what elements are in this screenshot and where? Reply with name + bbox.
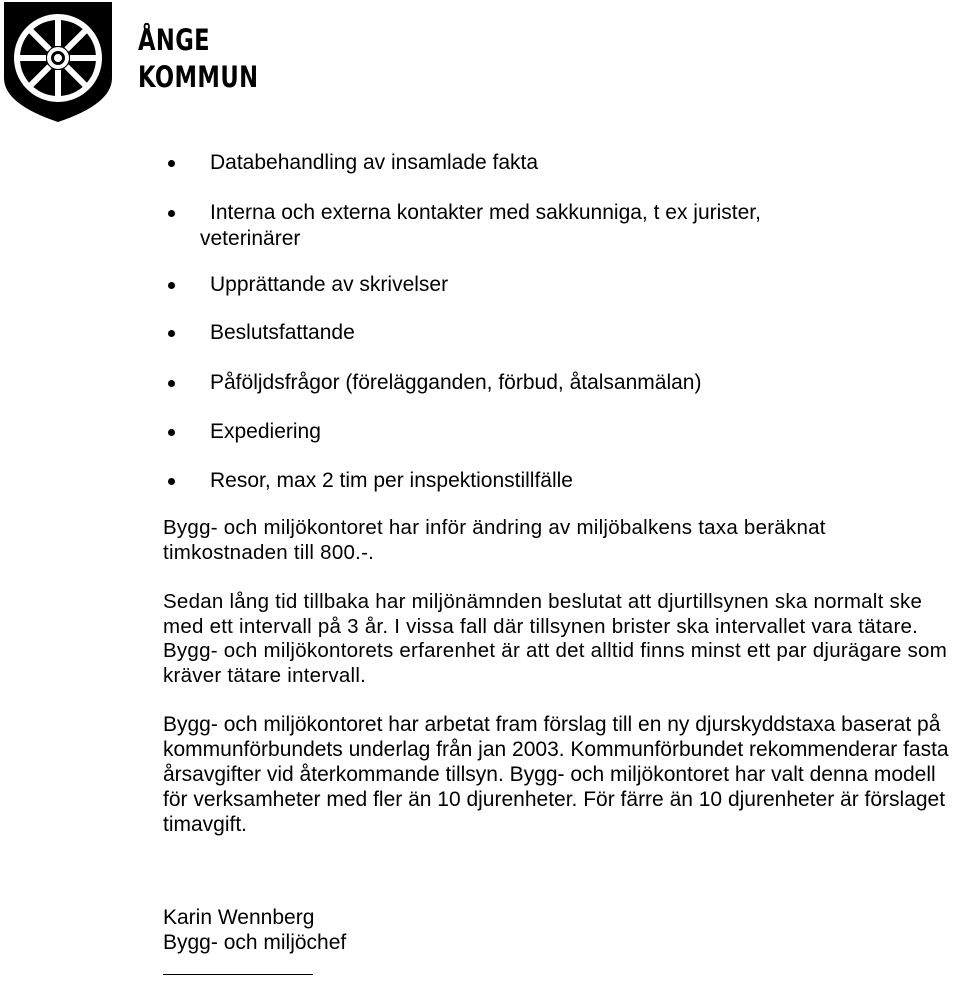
- list-item-text: Expediering: [210, 420, 321, 443]
- logo-line-1: ÅNGE: [138, 23, 211, 57]
- paragraph-inspection-interval: Sedan lång tid tillbaka har miljönämnden beslutat att djurtillsynen ska normalt ske med ett intervall på 3 år. I vissa fall där tillsynen brister ska intervallet vara tätare. Bygg- och miljökontorets erfarenhet är att det alltid finns minst ett par djurägare som kräver tätare intervall.: [163, 590, 948, 687]
- municipal-coat-of-arms-icon: [2, 0, 114, 124]
- bullet-icon: [168, 160, 175, 167]
- bullet-icon: [168, 478, 175, 485]
- paragraph-new-fee-proposal: Bygg- och miljökontoret har arbetat fram förslag till en ny djurskyddstaxa baserat på kommunförbundets underlag från jan 2003. Kommunförbundet rekommenderar fasta årsavgifter vid återkommande tillsyn. Bygg- och miljökontoret har valt denna modell för verksamheter med fler än 10 djurenheter. För färre än 10 djurenheter är förslaget timavgift.: [163, 713, 949, 836]
- bullet-icon: [168, 330, 175, 337]
- bullet-icon: [168, 210, 175, 217]
- logo-line-2: KOMMUN: [138, 60, 259, 94]
- bullet-icon: [168, 429, 175, 436]
- list-item-text-continued: veterinärer: [200, 227, 301, 250]
- list-item-text: Beslutsfattande: [210, 321, 355, 344]
- list-item-text: Påföljdsfrågor (förelägganden, förbud, åtalsanmälan): [210, 371, 702, 394]
- list-item-text: Upprättande av skrivelser: [210, 273, 449, 296]
- signature-line: [163, 974, 313, 975]
- list-item-text: Databehandling av insamlade fakta: [210, 151, 539, 174]
- signature-name: Karin Wennberg: [163, 906, 315, 929]
- municipality-name: [138, 22, 258, 96]
- signature-block: [163, 905, 346, 955]
- list-item-text: Interna och externa kontakter med sakkunniga, t ex jurister,: [210, 201, 761, 224]
- signature-title: Bygg- och miljöchef: [163, 931, 347, 954]
- bullet-icon: [168, 380, 175, 387]
- paragraph-hourly-cost: Bygg- och miljökontoret har inför ändring av miljöbalkens taxa beräknat timkostnaden till 800.-.: [163, 516, 826, 564]
- bullet-icon: [168, 282, 175, 289]
- list-item-text: Resor, max 2 tim per inspektionstillfälle: [210, 469, 573, 492]
